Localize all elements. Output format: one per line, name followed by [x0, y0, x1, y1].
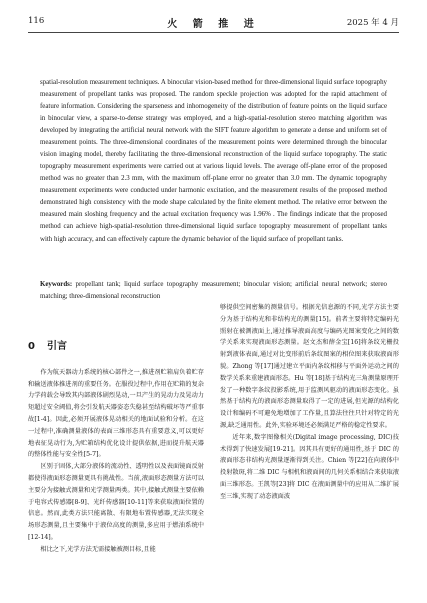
- abstract-text: spatial-resolution measurement techniques. A binocular vision-based method for three-dimensional liquid surface topography measurement of propellant tanks was proposed. The random speckle projection was adopted for the rapid attachment of feature information. Considering the sparseness and inhomogeneity of the distribution of feature points on the liquid surface in binocular view, a sparse-to-dense strategy was employed, and a high-spatial-resolution stereo matching algorithm was developed by integrating the artificial neural network with the SIFT feature algorithm to generate a dense and uniform set of measurement points. The three-dimensional coordinates of the measurement points were determined through the binocular vision imaging model, thereby facilitating the three-dimensional reconstruction of the liquid surface topography. The static topography measurement experiments were carried out at various liquid levels. The average off-plane error of the proposed method was no greater than 2.3 mm, with the maximum off-plane error no greater than 3.0 mm. The dynamic topography measurement experiments were conducted under harmonic excitation, and the measurement results of the proposed method demonstrated high consistency with the mode shape calculated by the finite element method. The relative error between the measured main sloshing frequency and the actual excitation frequency was 1.96% . The findings indicate that the proposed method can achieve high-spatial-resolution three-dimensional liquid surface topography measurement of propellant tanks with high accuracy, and can effectively capture the dynamic behavior of the liquid surface of propellant tanks.: [40, 78, 387, 243]
- right-column: [220, 302, 399, 503]
- keywords-text: propellant tank; liquid surface topography measurement; binocular vision; artificial neural network; stereo matching; three-dimensional reconstruction: [40, 280, 387, 300]
- intro-paragraph-cont: 够提供空间密集的测量信号。根据光信息源的不同,光学方法主要分为基于结构光和非结构光的测量[15]。前者主要将特定编码光照射在被测液面上,通过推导液面高度与编码光图案变化之间的数学关系来实现液面形态测量。赵文杰和薛金宝[16]将条纹光栅投射到液体表面,通过对比变形前后条纹图案的相位图来获取液面形貌。Zhong 等[17]通过建立平面内条纹相移与平面外运动之间的数学关系来重建液面形态。Hu 等[18]基于结构光三角测量原理开发了一种数字条纹投影系统,用于监测风驱动的液面形态变化。虽然基于结构光的液面形态测量取得了一定的进展,但光源的结构化设计和编码不可避免地增加了工作量,且算法往往只针对特定的光源,缺乏通用性。此外,实验环境还必须满足严格的稳定性要求。: [220, 304, 399, 429]
- left-column: [28, 301, 204, 556]
- keywords-label: Keywords:: [40, 280, 73, 288]
- page-number: 116: [28, 16, 45, 26]
- section-title: 引言: [46, 341, 67, 352]
- intro-paragraph-1: 作为航天器动力系统的核心部件之一,推进剂贮箱肩负着贮存和输送液体推进剂的重要任务。在服役过程中,作用在贮箱的复杂力学荷载会导致其内部液体剧烈晃动,一旦产生的晃动力及晃动力矩超过安全阈值,将会引发航天器姿态失稳甚至结构破坏等严重事故[1-4]。因此,必须开展液体晃动相关的地面试验和分析。在这一过程中,准确测量液体的表面三维形态具有重要意义,可以更好地表征晃动行为,为贮箱结构优化设计提供依据,进而提升航天器的整体性能与安全性[5-7]。: [28, 368, 204, 459]
- journal-title: 火 箭 推 进: [167, 19, 260, 30]
- intro-paragraph-dic: 近年来,数字图像相关(Digital image processing, DIC)技术得到了快速发展[19-21]。因其具有更好的通用性,基于 DIC 的液面形态非结构光测量逐渐得到关注。Chien 等[22]在向液体中投射散斑,将二维 DIC 与相机和液面间的几何关系相结合来获取液面三维形态。王凯等[23]将 DIC 在液面测量中的应用从二维扩展至三维,实现了动态液面波: [220, 433, 399, 500]
- section-number: 0: [28, 341, 35, 352]
- keywords-line: [40, 279, 387, 303]
- intro-paragraph-3: 相比之下,光学方法无需接触被测目标,且能: [40, 545, 156, 553]
- section-heading: [28, 341, 204, 353]
- header-rule: [28, 32, 399, 33]
- issue-date: 2025 年 4 月: [346, 18, 399, 28]
- intro-paragraph-2: 区别于固体,大部分液体的流动性、透明性以及表面镜面反射都使得液面形态测量更具有挑战性。当前,液面形态测量方法可以主要分为接触式测量和光学测量两类。其中,接触式测量主要依赖于电容式传感器[8-9]、光纤传感器[10-11]等来获取液面位置的信息。然而,此类方法只能离散、有限地布置传感器,无法实现全场形态测量,且主要集中于液位高度的测量,多应用于燃油系统中[12-14]。: [28, 463, 204, 541]
